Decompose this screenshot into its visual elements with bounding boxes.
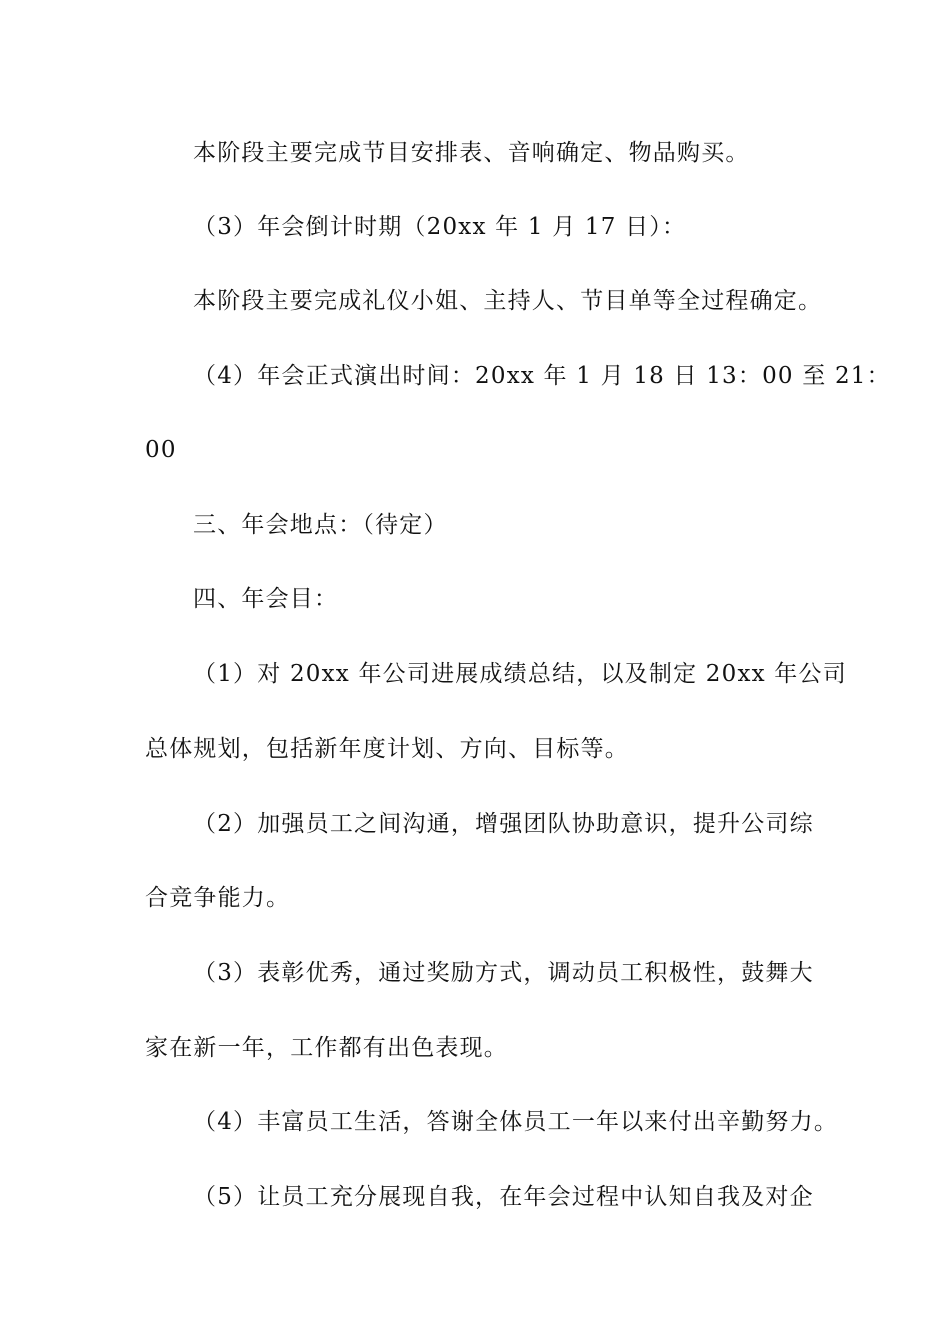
paragraph-line: 合竞争能力。	[145, 885, 291, 911]
paragraph-line: （2）加强员工之间沟通，增强团队协助意识，提升公司综	[193, 811, 814, 837]
paragraph-line: 本阶段主要完成礼仪小姐、主持人、节目单等全过程确定。	[193, 288, 823, 314]
section-heading: 三、年会地点：（待定）	[193, 512, 448, 538]
paragraph-line: （4）丰富员工生活，答谢全体员工一年以来付出辛勤努力。	[193, 1109, 839, 1135]
paragraph-line: 家在新一年，工作都有出色表现。	[145, 1035, 508, 1061]
paragraph-line: （1）对 20xx 年公司进展成绩总结，以及制定 20xx 年公司	[193, 661, 847, 687]
paragraph-line: 总体规划，包括新年度计划、方向、目标等。	[145, 736, 629, 762]
paragraph-line: （5）让员工充分展现自我，在年会过程中认知自我及对企	[193, 1184, 814, 1210]
paragraph-line: 本阶段主要完成节目安排表、音响确定、物品购买。	[193, 140, 750, 166]
paragraph-line: （3）年会倒计时期（20xx 年 1 月 17 日）：	[193, 214, 687, 240]
section-heading: 四、年会目：	[193, 586, 339, 612]
paragraph-line: 00	[145, 437, 177, 463]
paragraph-line: （3）表彰优秀，通过奖励方式，调动员工积极性，鼓舞大	[193, 960, 814, 986]
paragraph-line: （4）年会正式演出时间：20xx 年 1 月 18 日 13：00 至 21：	[193, 363, 891, 389]
